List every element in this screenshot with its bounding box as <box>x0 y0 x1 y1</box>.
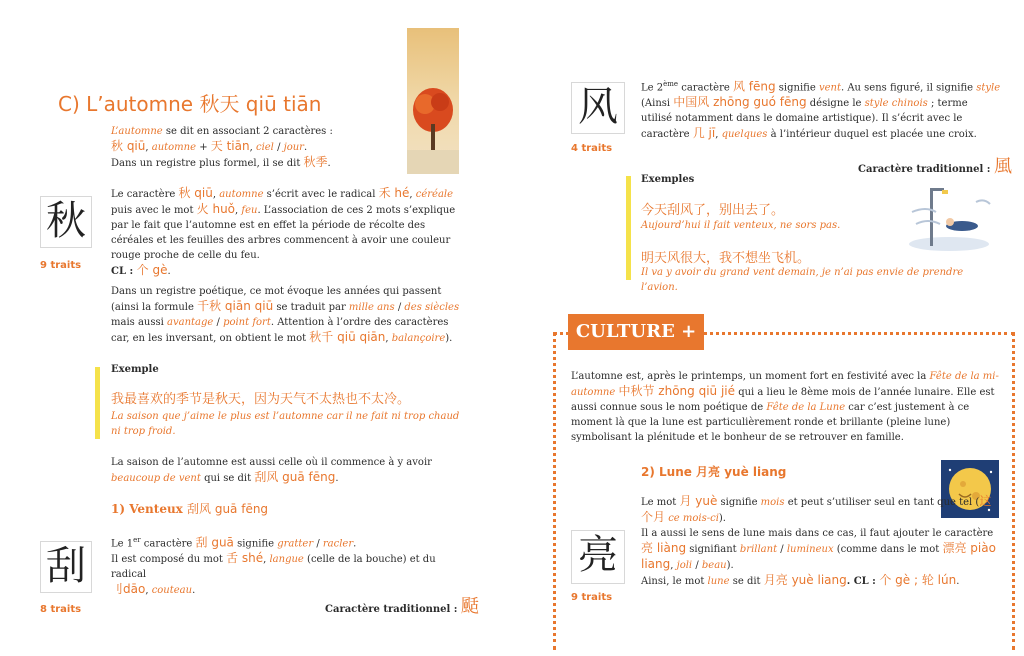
stroke-count-qiu: 9 traits <box>40 260 82 271</box>
example-highlight-bar <box>95 367 100 439</box>
subsection-title-lune: 2) Lune 月亮 yuè liang <box>641 465 787 479</box>
paragraph-feng: Le 2ème caractère 风 fēng signifie vent. Au sens figuré, il signifie style (Ainsi 中国风 zhōng guó fēng désigne le style chinois ; terme utilisé notamment dans le domaine artistique). Il s’écrit avec le caractère 几 jī, quelques à l’intérieur duquel est placée une croix. <box>641 79 1001 141</box>
character-feng: 风 <box>571 82 625 134</box>
culture-paragraph: L’automne est, après le printemps, un moment fort en festivité avec la Fête de la mi-automne 中秋节 zhōng qiū jié qui a lieu le 8ème mois de l’année lunaire. Elle est aussi connue sous le nom poétique de Fête de la Lune car c’est justement à ce moment là que la lune est particulièrement ronde et brillante (pleine lune) symbolisant la plénitude et le bonheur de se retrouver en famille. <box>571 371 999 443</box>
traditional-character-feng: Caractère traditionnel : 風 <box>858 156 1012 177</box>
paragraph-lune: Le mot 月 yuè signifie mois et peut s’utiliser seul en tant que tel (这个月 ce mois-ci). Il a aussi le sens de lune mais dans ce cas, il faut ajouter le caractère 亮 liàng signifiant brillant / lumineux (comme dans le mot 漂亮 piào liang, joli / beau). Ainsi, le mot lune se dit 月亮 yuè liang. CL : 个 gè ; 轮 lún. <box>641 494 996 587</box>
example-2-chinese: 明天风很大，我不想坐飞机。 <box>641 251 811 266</box>
paragraph-poetic: Dans un registre poétique, ce mot évoque les années qui passent (ainsi la formule 千秋 qiān qiū se traduit par mille ans / des siècles mais aussi avantage / point fort. Attention à l’ordre des caractères car, en les inversant, on obtient le mot 秋千 qiū qiān, balançoire). <box>111 286 460 344</box>
example-2-translation: Il va y avoir du grand vent demain, je n’ai pas envie de prendre l’avion. <box>641 267 964 293</box>
intro-paragraph: L’automne se dit en associant 2 caractères : 秋 qiū, automne + 天 tiān, ciel / jour. Dans un registre plus formel, il se dit 秋季. <box>111 126 333 169</box>
character-liang: 亮 <box>571 530 625 584</box>
character-qiu: 秋 <box>40 196 92 248</box>
examples-label: Exemples <box>641 174 695 185</box>
paragraph-qiu-radical: Le caractère 秋 qiū, automne s’écrit avec le radical 禾 hé, céréale puis avec le mot 火 huǒ, feu. L’association de ces 2 mots s’explique par le fait que l’automne est en effet la période de récolte des céréales et les feuilles des arbres commencent à avoir une couleur rouge proche de celle du feu. CL : 个 gè. <box>111 186 456 277</box>
examples-highlight-bar <box>626 176 631 280</box>
example-chinese: 我最喜欢的季节是秋天，因为天气不太热也不太冷。 <box>111 392 411 407</box>
example-1-translation: Aujourd’hui il fait venteux, ne sors pas. <box>641 220 841 231</box>
section-title: C) L’automne 秋天 qiū tiān <box>58 92 322 116</box>
example-translation: La saison que j’aime le plus est l’automne car il ne fait ni trop chaud ni trop froid. <box>111 411 460 437</box>
example-label: Exemple <box>111 364 159 375</box>
character-gua: 刮 <box>40 541 92 593</box>
stroke-count-gua: 8 traits <box>40 604 82 615</box>
example-1-chinese: 今天刮风了，别出去了。 <box>641 203 785 218</box>
stroke-count-liang: 9 traits <box>571 592 613 603</box>
autumn-tree-image <box>407 28 459 174</box>
paragraph-wind: La saison de l’automne est aussi celle où il commence à y avoir beaucoup de vent qui se dit 刮风 guā fēng. <box>111 457 432 484</box>
paragraph-gua: Le 1er caractère 刮 guā signifie gratter / racler. Il est composé du mot 舌 shé, langue (celle de la bouche) et du radical 刂dāo, couteau. <box>111 535 436 597</box>
stroke-count-feng: 4 traits <box>571 143 613 154</box>
traditional-character-gua: Caractère traditionnel : 颳 <box>325 596 479 617</box>
windy-scene-image <box>906 182 992 252</box>
subsection-title-venteux: 1) Venteux 刮风 guā fēng <box>111 502 269 516</box>
culture-badge: CULTURE + <box>568 314 704 350</box>
